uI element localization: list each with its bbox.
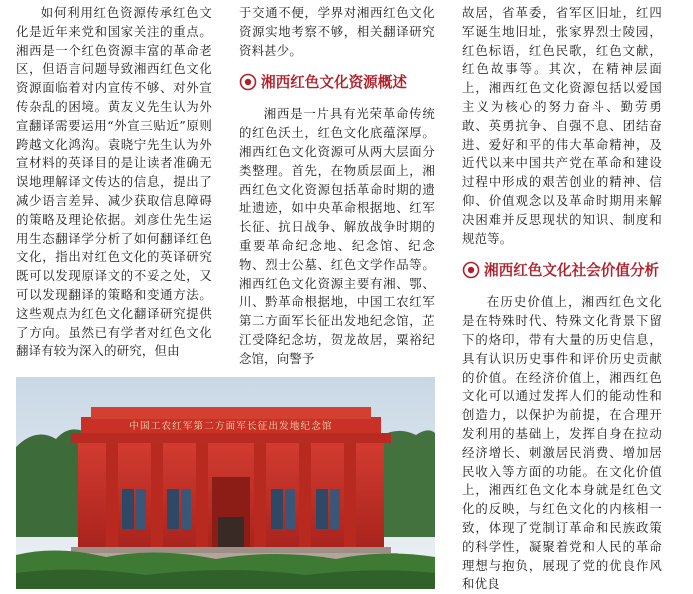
body-paragraph: 在历史价值上，湘西红色文化是在特殊时代、特殊文化背景下留下的烙印，带有大量的历史信息，具有认识历史事件和评价历史贡献的价值。在经济价值上，湘西红色文化可以通过发挥人们的能动性和创造力，以保护为前提，在合理开发利用的基础上，发挥自身在拉动经济增长、刺激居民消费、增加居民收入等方面的功能。在文化价值上，湘西红色文化本身就是红色文化的反映，与红色文化的内核相一致，体现了党制订革命和民族政策的科学性，凝聚着党和人民的革命理想与抱负，展现了党的优良作风和优良 — [462, 294, 662, 592]
target-bullet-icon — [462, 261, 480, 279]
body-paragraph: 如何利用红色资源传承红色文化是近年来党和国家关注的重点。湘西是一个红色资源丰富的革命老区，但语言问题导致湘西红色文化资源面临着对内宣传不够、对外宣传杂乱的困境。黄友义先生认为外宣翻译需要运用“外宣三贴近”原则跨越文化鸿沟。袁晓宁先生认为外宣材料的英译目的是让读者准确无误地理解译文传达的信息，提出了减少语言差异、减少获取信息障碍的策略及理论依据。刘彦仕先生运用生态翻译学分析了如何翻译红色文化，指出对红色文化的英译研究既可以发现原译文的不妥之处，又可以发现翻译的策略和变通方法。这些观点为红色文化翻译研究提供了方向。虽然已有学者对红色文化翻译有较为深入的研究，但由 — [16, 5, 212, 359]
section-heading-text: 湘西红色文化资源概述 — [261, 74, 407, 92]
article-column-3 — [462, 0, 662, 594]
section-heading — [462, 261, 662, 280]
article-column-2 — [239, 0, 435, 369]
body-paragraph-continued: 故居，省革委，省军区旧址，红四军诞生地旧址，张家界烈士陵园，红色标语，红色民歌，红色文献，红色故事等。其次，在精神层面上，湘西红色文化资源包括以爱国主义为核心的努力奋斗、勤劳勇敢、英勇抗争、自强不息、团结奋进、爱好和平的伟大革命精神，及近代以来中国共产党在革命和建设过程中形成的艰苦创业的精神、信仰、价值观念以及革命时期用来解决困难并反思现状的知识、制度和规范等。 — [462, 5, 662, 246]
article-column-1 — [16, 0, 212, 361]
body-paragraph: 湘西是一片具有光荣革命传统的红色沃土，红色文化底蕴深厚。湘西红色文化资源可从两大层面分类整理。首先，在物质层面上，湘西红色文化资源包括革命时期的遗址遗迹，如中央革命根据地、红军长征、抗日战争、解放战争时期的重要革命纪念地、纪念馆、纪念物、烈士公墓、红色文学作品等。湘西红色文化资源主要有湘、鄂、川、黔革命根据地，中国工农红军第二方面军长征出发地纪念馆，芷江受降纪念坊，贺龙故居，粟裕纪念馆，向警予 — [239, 106, 435, 366]
memorial-sign-text: 中国工农红军第二方面军长征出发地纪念馆 — [129, 421, 333, 432]
body-paragraph-continued: 于交通不便，学界对湘西红色文化资源实地考察不够，相关翻译研究资料甚少。 — [239, 5, 435, 58]
target-bullet-icon — [239, 73, 257, 91]
section-heading-text: 湘西红色文化社会价值分析 — [484, 262, 660, 280]
section-heading — [239, 73, 435, 92]
memorial-hall-photo — [16, 377, 435, 589]
